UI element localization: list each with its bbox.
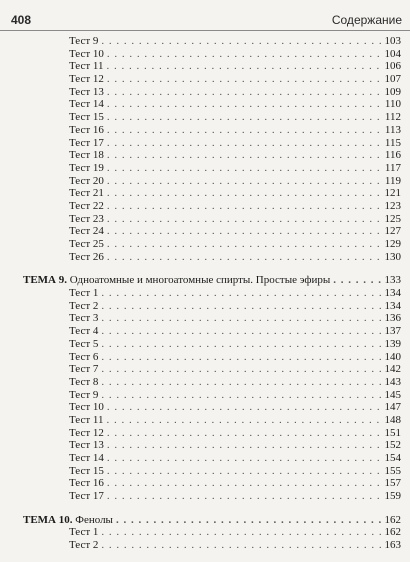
toc-entry[interactable] bbox=[0, 363, 410, 376]
topic-title: Фенолы bbox=[75, 513, 113, 526]
dot-leader bbox=[107, 213, 382, 226]
dot-leader bbox=[107, 427, 382, 440]
dot-leader bbox=[101, 338, 381, 351]
topic-label bbox=[23, 514, 113, 527]
entry-page: 113 bbox=[384, 123, 401, 136]
entry-label: Тест 20 bbox=[69, 174, 104, 187]
dot-leader bbox=[107, 200, 382, 213]
dot-leader bbox=[101, 312, 381, 325]
entry-page: 145 bbox=[384, 388, 401, 401]
entry-label: Тест 24 bbox=[69, 225, 104, 238]
entry-page: 142 bbox=[384, 363, 401, 376]
entry-label: Тест 22 bbox=[69, 199, 104, 212]
entry-page: 159 bbox=[384, 490, 401, 503]
page-header bbox=[0, 0, 410, 31]
entry-label: Тест 10 bbox=[69, 401, 104, 414]
dot-leader bbox=[107, 175, 382, 188]
toc-entry[interactable] bbox=[0, 490, 410, 503]
toc-entry[interactable] bbox=[0, 137, 410, 150]
entry-page: 151 bbox=[384, 426, 401, 439]
entry-label: Тест 2 bbox=[69, 539, 99, 552]
entry-page: 107 bbox=[384, 73, 401, 86]
dot-leader bbox=[107, 111, 382, 124]
entry-label: Тест 13 bbox=[69, 85, 104, 98]
toc-group-tests-topic9 bbox=[0, 287, 410, 503]
toc-entry[interactable] bbox=[0, 111, 410, 124]
toc-entry[interactable] bbox=[0, 73, 410, 86]
entry-page: 154 bbox=[384, 452, 401, 464]
dot-leader bbox=[107, 414, 382, 427]
entry-label: Тест 15 bbox=[69, 464, 104, 477]
dot-leader bbox=[101, 363, 381, 376]
toc-entry[interactable] bbox=[0, 477, 410, 490]
section-gap bbox=[0, 503, 410, 514]
entry-page: 127 bbox=[384, 225, 401, 238]
entry-page: 163 bbox=[384, 539, 401, 552]
entry-page: 106 bbox=[384, 60, 401, 73]
entry-page: 137 bbox=[384, 325, 401, 338]
entry-page: 147 bbox=[384, 401, 401, 414]
toc-group-tests-topic10 bbox=[0, 526, 410, 551]
entry-label: Тест 8 bbox=[69, 375, 99, 388]
entry-page: 112 bbox=[384, 111, 401, 124]
entry-label: Тест 14 bbox=[69, 98, 104, 111]
entry-page: 116 bbox=[384, 149, 401, 162]
entry-page: 136 bbox=[384, 312, 401, 325]
toc-topic-10[interactable] bbox=[0, 514, 410, 527]
entry-label: Тест 21 bbox=[69, 187, 104, 200]
dot-leader bbox=[107, 73, 382, 86]
toc-entry[interactable] bbox=[0, 526, 410, 539]
toc-entry[interactable] bbox=[0, 98, 410, 111]
toc-entry[interactable] bbox=[0, 48, 410, 61]
dot-leader bbox=[107, 60, 382, 73]
page-number: 408 bbox=[11, 13, 32, 27]
toc-topic-9[interactable] bbox=[0, 274, 410, 287]
entry-page: 115 bbox=[384, 136, 401, 149]
entry-page: 110 bbox=[384, 98, 401, 111]
dot-leader bbox=[107, 98, 382, 111]
dot-leader bbox=[107, 225, 382, 238]
toc-entry[interactable] bbox=[0, 439, 410, 452]
toc-entry[interactable] bbox=[0, 162, 410, 175]
entry-label: Тест 17 bbox=[69, 490, 104, 503]
entry-label: Тест 13 bbox=[69, 439, 104, 452]
toc-entry[interactable] bbox=[0, 414, 410, 427]
entry-page: 134 bbox=[384, 299, 401, 312]
toc-entry[interactable] bbox=[0, 149, 410, 162]
entry-label: Тест 16 bbox=[69, 477, 104, 490]
topic-prefix: ТЕМА 9. bbox=[23, 274, 67, 287]
entry-label: Тест 7 bbox=[69, 363, 99, 376]
dot-leader bbox=[101, 35, 381, 48]
dot-leader bbox=[107, 187, 382, 200]
entry-label: Тест 11 bbox=[69, 413, 104, 426]
entry-label: Тест 12 bbox=[69, 426, 104, 439]
toc-entry[interactable] bbox=[0, 213, 410, 226]
dot-leader bbox=[107, 452, 382, 465]
toc-entry[interactable] bbox=[0, 187, 410, 200]
entry-label: Тест 4 bbox=[69, 325, 99, 338]
entry-label: Тест 19 bbox=[69, 161, 104, 174]
dot-leader bbox=[101, 389, 381, 402]
entry-page: 109 bbox=[384, 85, 401, 98]
dot-leader bbox=[107, 490, 382, 503]
entry-label: Тест 11 bbox=[69, 60, 104, 73]
toc-entry[interactable] bbox=[0, 200, 410, 213]
entry-label: Тест 16 bbox=[69, 123, 104, 136]
entry-label: Тест 17 bbox=[69, 136, 104, 149]
entry-page: 155 bbox=[384, 464, 401, 477]
dot-leader bbox=[333, 274, 381, 287]
toc-entry[interactable] bbox=[0, 452, 410, 465]
dot-leader bbox=[101, 287, 381, 300]
dot-leader bbox=[107, 465, 382, 478]
toc-entry[interactable] bbox=[0, 175, 410, 188]
entry-page: 129 bbox=[384, 238, 401, 250]
entry-label: Тест 1 bbox=[69, 526, 99, 539]
toc-entry[interactable] bbox=[0, 225, 410, 238]
toc-entry[interactable] bbox=[0, 300, 410, 313]
dot-leader bbox=[107, 149, 382, 162]
entry-page: 125 bbox=[384, 212, 401, 225]
entry-label: Тест 3 bbox=[69, 312, 99, 325]
entry-label: Тест 9 bbox=[69, 35, 99, 47]
entry-page: 130 bbox=[384, 250, 401, 263]
entry-page: 148 bbox=[384, 413, 401, 426]
dot-leader bbox=[101, 376, 381, 389]
entry-label: Тест 2 bbox=[69, 299, 99, 312]
entry-label: Тест 9 bbox=[69, 388, 99, 401]
toc-entry[interactable] bbox=[0, 238, 410, 251]
toc-entry[interactable] bbox=[0, 124, 410, 137]
toc-group-tests-topic8 bbox=[0, 35, 410, 263]
entry-label: Тест 1 bbox=[69, 287, 99, 300]
topic-title: Одноатомные и многоатомные спирты. Простые эфиры bbox=[69, 274, 331, 287]
entry-label: Тест 23 bbox=[69, 212, 104, 225]
entry-page: 139 bbox=[384, 337, 401, 350]
running-title: Содержание bbox=[331, 13, 402, 27]
entry-page: 134 bbox=[384, 287, 401, 300]
dot-leader bbox=[107, 137, 382, 150]
entry-page: 121 bbox=[384, 187, 401, 200]
dot-leader bbox=[107, 124, 382, 137]
dot-leader bbox=[107, 251, 382, 264]
toc-entry[interactable] bbox=[0, 351, 410, 364]
toc-entry[interactable] bbox=[0, 86, 410, 99]
dot-leader bbox=[101, 526, 381, 539]
topic-label bbox=[23, 274, 330, 287]
entry-label: Тест 15 bbox=[69, 111, 104, 124]
table-of-contents bbox=[0, 35, 410, 552]
toc-entry[interactable] bbox=[0, 427, 410, 440]
dot-leader bbox=[107, 48, 382, 61]
entry-label: Тест 25 bbox=[69, 238, 104, 250]
dot-leader bbox=[107, 86, 382, 99]
toc-entry[interactable] bbox=[0, 60, 410, 73]
topic-page: 133 bbox=[384, 274, 401, 287]
entry-page: 117 bbox=[384, 161, 401, 174]
toc-entry[interactable] bbox=[0, 376, 410, 389]
entry-label: Тест 12 bbox=[69, 73, 104, 86]
entry-page: 143 bbox=[384, 375, 401, 388]
toc-entry[interactable] bbox=[0, 325, 410, 338]
entry-page: 140 bbox=[384, 350, 401, 363]
entry-page: 123 bbox=[384, 199, 401, 212]
toc-entry[interactable] bbox=[0, 539, 410, 552]
toc-entry[interactable] bbox=[0, 465, 410, 478]
dot-leader bbox=[101, 351, 381, 364]
entry-label: Тест 6 bbox=[69, 350, 99, 363]
toc-entry[interactable] bbox=[0, 312, 410, 325]
toc-entry[interactable] bbox=[0, 338, 410, 351]
entry-label: Тест 18 bbox=[69, 149, 104, 162]
entry-page: 104 bbox=[384, 47, 401, 60]
entry-page: 119 bbox=[384, 174, 401, 187]
dot-leader bbox=[116, 514, 382, 527]
dot-leader bbox=[107, 439, 382, 452]
entry-page: 152 bbox=[384, 439, 401, 452]
toc-entry[interactable] bbox=[0, 389, 410, 402]
toc-entry[interactable] bbox=[0, 35, 410, 48]
entry-page: 103 bbox=[384, 35, 401, 47]
toc-entry[interactable] bbox=[0, 401, 410, 414]
topic-page: 162 bbox=[384, 513, 401, 526]
entry-label: Тест 14 bbox=[69, 452, 104, 464]
toc-entry[interactable] bbox=[0, 251, 410, 264]
topic-prefix: ТЕМА 10. bbox=[23, 513, 73, 526]
dot-leader bbox=[101, 539, 381, 552]
entry-label: Тест 10 bbox=[69, 47, 104, 60]
entry-page: 157 bbox=[384, 477, 401, 490]
section-gap bbox=[0, 263, 410, 274]
toc-entry[interactable] bbox=[0, 287, 410, 300]
dot-leader bbox=[101, 325, 381, 338]
dot-leader bbox=[107, 401, 382, 414]
entry-label: Тест 5 bbox=[69, 337, 99, 350]
dot-leader bbox=[107, 162, 382, 175]
dot-leader bbox=[107, 238, 382, 251]
entry-label: Тест 26 bbox=[69, 250, 104, 263]
dot-leader bbox=[101, 300, 381, 313]
dot-leader bbox=[107, 477, 382, 490]
entry-page: 162 bbox=[384, 526, 401, 539]
